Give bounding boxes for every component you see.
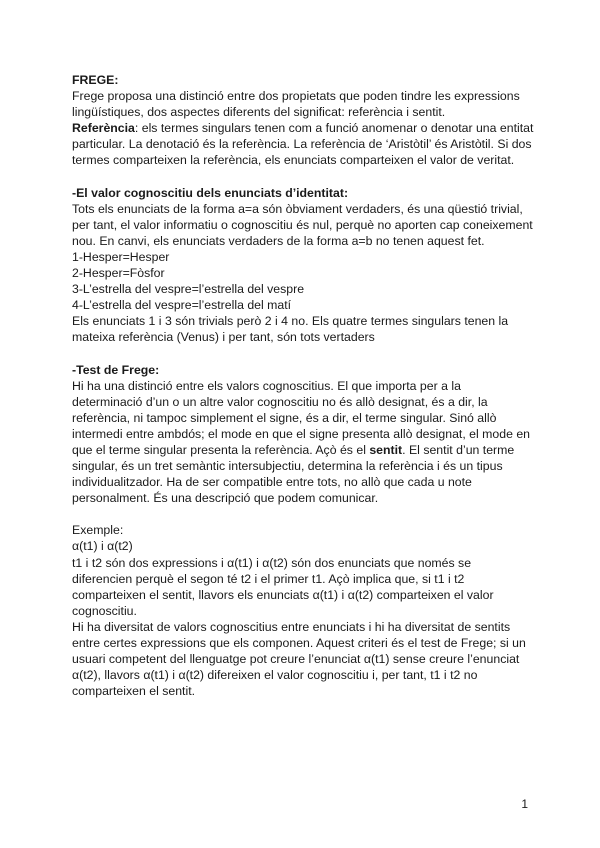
paragraph-line: lingüístiques, dos aspectes diferents del significat: referència i sentit. xyxy=(72,105,446,120)
paragraph-line: Hi ha diversitat de valors cognoscitius entre enunciats i hi ha diversitat de sentits xyxy=(72,619,511,634)
paragraph-line-rest: . El sentit d’un terme xyxy=(402,442,515,457)
page-body xyxy=(72,72,534,699)
paragraph-line: α(t2), llavors α(t1) i α(t2) difereixen el valor cognoscitiu i, per tant, t1 i t2 no xyxy=(72,668,478,683)
paragraph-line: diferencien perquè el segon té t2 i el primer t1. Açò implica que, si t1 i t2 xyxy=(72,571,465,586)
paragraph-line-rest: : els termes singulars tenen com a funció anomenar o denotar una entitat xyxy=(134,121,534,136)
paragraph-line: Frege proposa una distinció entre dos propietats que poden tindre les expressions xyxy=(72,89,520,104)
list-item: 2-Hesper=Fòsfor xyxy=(72,266,165,281)
page-number: 1 xyxy=(521,797,528,811)
paragraph-line-start: que el terme singular presenta la referència. Açò és el xyxy=(72,442,370,457)
formula-line: α(t1) i α(t2) xyxy=(72,539,133,554)
paragraph-line: termes comparteixen la referència, els enunciats comparteixen el valor de veritat. xyxy=(72,153,515,168)
paragraph-gap xyxy=(72,346,534,362)
paragraph-line: usuari competent del llenguatge pot creure l’enunciat α(t1) sense creure l’enunciat xyxy=(72,652,520,667)
section-heading-frege: FREGE: xyxy=(72,73,119,87)
paragraph-line: cognoscitiu. xyxy=(72,603,137,618)
example-heading: Exemple: xyxy=(72,523,124,538)
paragraph-line: nou. En canvi, els enunciats verdaders de la forma a=b no tenen aquest fet. xyxy=(72,233,485,248)
paragraph-line: t1 i t2 són dos expressions i α(t1) i α(t2) són dos enunciats que només se xyxy=(72,555,472,570)
paragraph-line: referència, ni tampoc simplement el signe, és a dir, el terme singular. Sinó allò xyxy=(72,410,497,425)
paragraph-line xyxy=(72,120,534,136)
paragraph-line: comparteixen el sentit, llavors els enunciats α(t1) i α(t2) comparteixen el valor xyxy=(72,587,494,602)
section-heading-identity: -El valor cognoscitiu dels enunciats d’identitat: xyxy=(72,185,349,200)
paragraph-line: comparteixen el sentit. xyxy=(72,684,196,699)
term-referencia: Referència xyxy=(72,121,135,136)
paragraph-line: singular, és un tret semàntic intersubjectiu, determina la referència i és un tipus xyxy=(72,459,503,474)
paragraph-line: entre certes expressions que els componen. Aquest criteri és el test de Frege; si un xyxy=(72,636,526,650)
paragraph-line: personalment. És una descripció que podem comunicar. xyxy=(72,491,379,506)
paragraph-line: Hi ha una distinció entre els valors cognoscitius. El que importa per a la xyxy=(72,378,461,393)
paragraph-gap xyxy=(72,506,534,522)
paragraph-line: individualitzador. Ha de ser compatible entre tots, no allò que cada u note xyxy=(72,475,472,490)
paragraph-line: particular. La denotació és la referència. La referència de ‘Aristòtil’ és Aristòtil. Si dos xyxy=(72,137,532,152)
paragraph-line: mateixa referència (Venus) i per tant, són tots vertaders xyxy=(72,330,375,345)
list-item: 3-L’estrella del vespre=l’estrella del vespre xyxy=(72,282,305,297)
section-heading-test: -Test de Frege: xyxy=(72,362,160,377)
paragraph-line: per tant, el valor informatiu o cognoscitiu és nul, perquè no aporten cap coneixement xyxy=(72,217,533,232)
paragraph-line: intermedi entre ambdós; el mode en que el signe presenta allò designat, el mode en xyxy=(72,426,531,441)
paragraph-line: Tots els enunciats de la forma a=a són òbviament verdaders, és una qüestió trivial, xyxy=(72,201,523,216)
paragraph-line: Els enunciats 1 i 3 són trivials però 2 i 4 no. Els quatre termes singulars tenen la xyxy=(72,314,509,329)
list-item: 1-Hesper=Hesper xyxy=(72,249,170,264)
term-sentit: sentit xyxy=(369,442,403,457)
paragraph-gap xyxy=(72,169,534,185)
paragraph-line xyxy=(72,442,534,458)
list-item: 4-L’estrella del vespre=l’estrella del matí xyxy=(72,298,292,313)
paragraph-line: determinació d’un o un altre valor cognoscitiu no és allò designat, és a dir, la xyxy=(72,394,488,409)
